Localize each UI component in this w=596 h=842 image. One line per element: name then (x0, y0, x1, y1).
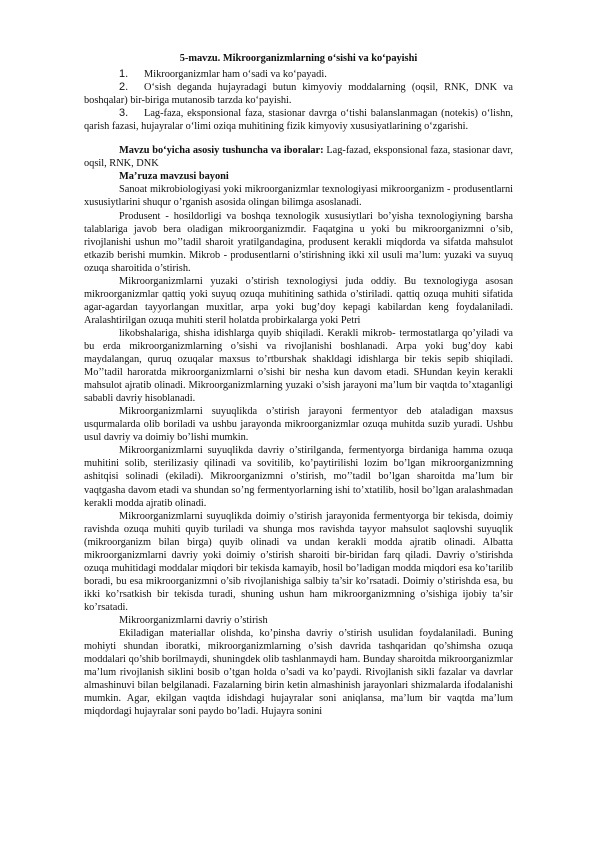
lecture-heading-text: Ma’ruza mavzusi bayoni (119, 171, 229, 183)
plan-item-text: O‘sish deganda hujayradagi butun kimyoviy moddalarning (oqsil, RNK, DNK va boshqalar) bir-biriga mutanosib tarzda ko‘payishi. (84, 82, 513, 107)
body-paragraph: Ekiladigan materiallar olishda, ko’pinsha davriy o’stirish usulidan foydalaniladi. Buning mohiyti shundan iboratki, mikroorganizmlarning o’sish davrida tashqaridan qo’shimsha ozuqa moddalari qo’shib borilmaydi, shuningdek olib tashlanmaydi ham. Bunday sharoitda mikroorganizmlar ma’lum rivojlanish siklini bosib o’tgan holda o’sadi va ko’paydi. Rivojlanish sikli fazalar va davrlar almashinuvi bilan belgilanadi. Fazalarning birin ketin almashinish jarayonlari shizmalarda ifodalanishi mumkin. Agar, ekilgan vaqtda idishdagi hujayralar soni aniqlansa, ma’lum bir vaqtda ma’lum miqdordagi hujayralar soni paydo bo’ladi. Hujayra sonini (84, 628, 513, 718)
body-paragraph: Mikroorganizmlarni yuzaki o’stirish texnologiysi juda oddiy. Bu texnologiyga asosan mikroorganizmlar qattiq yoki suyuq ozuqa muhitining sathida o’stiriladi. qattiq ozuqa muhiti sifatida agar-agardan tayyorlangan muxitlar, arpa yoki bug’doy kepagi kabilardan keng foydalaniladi. Aralashtirilgan ozuqa muhiti steril holatda probirkalarga yoki Petri (84, 275, 513, 326)
document-page (84, 52, 513, 718)
body-paragraph: Mikroorganizmlarni suyuqlikda o’stirish jarayoni fermentyor deb ataladigan maxsus usqurmalarda olib boriladi va ushbu jarayonda mikroorganizmlar ozuqa muhitda suzib yuradi. Ushbu usul davriy va doimiy bo’lishi mumkin. (84, 406, 513, 444)
body-paragraph: Sanoat mikrobiologiyasi yoki mikroorganizmlar texnologiyasi mikroorganizm - produsentlarni xususiytlarini shuqur o’rganish asosida olingan bilimga asoslanadi. (84, 184, 513, 209)
plan-item-number: 3. (119, 107, 129, 120)
keywords-label: Mavzu bo‘yicha asosiy tushuncha va iboralar: (119, 145, 324, 157)
plan-item-2 (84, 81, 513, 107)
body-paragraph: likobshalariga, shisha idishlarga quyib shiqiladi. Kerakli mikrob- termostatlarga qo’yiladi va bu erda mikroorganizmlarning o’sishi va rivojlanishi boshlanadi. Arpa yoki bug’doy kabi maydalangan, quruq ozuqalar maxsus to’rtburshak shakldagi idishlarga bir tekis sepib shiqiladi. Mo’’tadil haroratda mikroorganizmlarni o’sishi bir nesha kun davom etadi. SHundan keyin kerakli mahsulot ajratib olinadi. Mikroorganizmlarning yuzaki o’sish jarayoni ma’lum bir vaqtda to’xtaganligi sababli davriy hisoblanadi. (84, 327, 513, 405)
section-subheading: Mikroorganizmlarni davriy o’stirish (119, 614, 268, 626)
body-paragraph: Mikroorganizmlarni suyuqlikda davriy o’stirilganda, fermentyorga birdaniga hamma ozuqa muhitini solib, sterilizasiy qilinadi va sovitilib, ko’paytirilishi lozim bo’lgan mikroorganizmning ashitqisi solinadi (ekiladi). Mikroorganizmni o’stirish, mo’’tadil bo’lgan sharoitda ma’lum bir vaqtgasha davom etadi va shundan so’ng fermentyorlarning ishi to’xtatilib, hosil bo’lgan aralashmadan kerakli modda ajratib olinadi. (84, 445, 513, 509)
plan-item-3 (84, 107, 513, 133)
plan-item-text: Lag-faza, eksponsional faza, stasionar davrga o‘tishi balanslanmagan (notekis) o‘lishn, qarish fazasi, hujayralar o‘limi oziqa muhitining fizik kimyoviy xususiyatlarining o‘zgarishi. (84, 108, 513, 133)
body-paragraph: Produsent - hosildorligi va boshqa texnologik xususiytlari bo’yisha texnologiyning barsha talablariga javob bera oladigan mikroorganizmdir. Faqatgina u yoki bu mikroorganizmni o’sib, rivojlanishi ushun mo’’tadil sharoit yratilgandagina, produsent kerakli miqdorda va sifatda mahsulot etkazib berishi mumkin. Mikrob - produsentlarni o’stirishning ikki xil usuli ma’lum: yuzaki va suyuq ozuqa sharoitida o’stirish. (84, 210, 513, 274)
plan-item-number: 1. (119, 68, 129, 81)
spacer (84, 133, 513, 144)
body-paragraph: Mikroorganizmlarni suyuqlikda doimiy o’stirish jarayonida fermentyorga bir tekisda, doimiy ravishda ozuqa muhiti quyib turiladi va shunga mos ravishda tayyor mahsulot saqlovshi suyuqlik (mikroorganizm bilan birga) quyib olinadi va undan kerakli modda ajratib olinadi. Albatta mikroorganizmlarni davriy yoki doimiy o’stirish sharoiti bir-biridan farq qiladi. Davriy o’stirishda ozuqa muhitidagi moddalar miqdori bir tekisda kamayib, hosil bo’ladigan modda miqdori esa ko’tarilib boradi, bu esa mikroorganizmni o’sib rivojlanishiga salbiy ta’sir ko’rsatadi. Doimiy o’stirishda esa, bu ikki ko’rsatkish bir tekisda turadi, shuning ushun ham mikroorganizmning o’sishiga ijobiy ta’sir ko’rsatadi. (84, 510, 513, 613)
page-title: 5-mavzu. Mikroorganizmlarning o‘sishi va ko‘payishi (179, 53, 418, 64)
lecture-heading (84, 170, 513, 183)
keywords-text: Lag-fazad, eksponsional faza, stasionar davr, oqsil, RNK, DNK (84, 145, 513, 170)
plan-item-text: Mikroorganizmlar ham o‘sadi va ko‘payadi. (144, 69, 327, 81)
plan-item-1 (84, 68, 513, 81)
keywords-paragraph (84, 144, 513, 170)
plan-item-number: 2. (119, 81, 129, 94)
